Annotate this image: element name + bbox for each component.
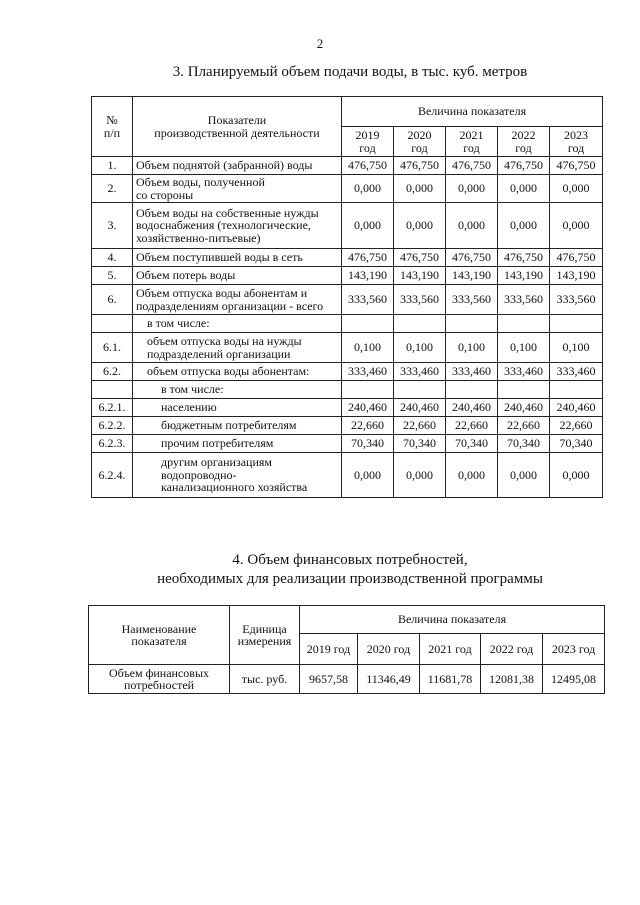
row-name: Объем поднятой (забранной) воды [133, 157, 342, 175]
cell-value: 333,460 [394, 363, 446, 381]
header-year: 2023 год [550, 127, 603, 157]
row-name: Объем финансовых потребностей [89, 665, 230, 694]
cell-value [342, 381, 394, 399]
cell-value: 70,340 [446, 435, 498, 453]
row-name: населению [133, 399, 342, 417]
cell-value: 12081,38 [481, 665, 543, 694]
row-number: 6.2.3. [92, 435, 133, 453]
row-name: Объем поступившей воды в сеть [133, 249, 342, 267]
table-row [92, 333, 603, 363]
cell-value: 476,750 [498, 157, 550, 175]
cell-value: 0,000 [394, 203, 446, 249]
row-number: 1. [92, 157, 133, 175]
table-row [92, 285, 603, 315]
cell-value: 476,750 [446, 249, 498, 267]
cell-value: 22,660 [446, 417, 498, 435]
row-number: 6.2. [92, 363, 133, 381]
row-name: прочим потребителям [133, 435, 342, 453]
row-number: 6.1. [92, 333, 133, 363]
row-name: объем отпуска воды на нужды подразделений организации [133, 333, 342, 363]
cell-value [446, 315, 498, 333]
cell-value: 476,750 [342, 249, 394, 267]
cell-value: 70,340 [394, 435, 446, 453]
cell-value: 143,190 [394, 267, 446, 285]
cell-value: 22,660 [342, 417, 394, 435]
cell-value: 0,100 [394, 333, 446, 363]
table-row [92, 315, 603, 333]
cell-value [498, 381, 550, 399]
cell-value: 0,100 [550, 333, 603, 363]
cell-value [550, 315, 603, 333]
row-number: 5. [92, 267, 133, 285]
cell-value: 476,750 [394, 157, 446, 175]
cell-value: 12495,08 [543, 665, 605, 694]
cell-value: 22,660 [498, 417, 550, 435]
header-year: 2020 год [394, 127, 446, 157]
cell-value: 0,000 [446, 203, 498, 249]
table-row [92, 249, 603, 267]
header-year: 2023 год [543, 634, 605, 665]
table-row [92, 417, 603, 435]
cell-value: 70,340 [550, 435, 603, 453]
row-unit: тыс. руб. [230, 665, 300, 694]
cell-value: 0,000 [394, 453, 446, 498]
header-indicator: Показатели производственной деятельности [133, 97, 342, 157]
cell-value: 240,460 [446, 399, 498, 417]
cell-value [394, 315, 446, 333]
cell-value: 0,000 [550, 203, 603, 249]
table-row [92, 175, 603, 203]
cell-value: 240,460 [498, 399, 550, 417]
cell-value [446, 381, 498, 399]
cell-value: 240,460 [550, 399, 603, 417]
row-name: Объем воды на собственные нужды водоснабжения (технологические, хозяйственно-питьевые) [133, 203, 342, 249]
header-year: 2019 год [300, 634, 358, 665]
row-number: 6.2.4. [92, 453, 133, 498]
row-name: Объем потерь воды [133, 267, 342, 285]
table-row [92, 267, 603, 285]
financial-needs-table [88, 605, 605, 694]
cell-value: 333,560 [550, 285, 603, 315]
cell-value: 333,560 [342, 285, 394, 315]
cell-value: 70,340 [498, 435, 550, 453]
cell-value: 0,000 [498, 175, 550, 203]
header-year: 2022 год [498, 127, 550, 157]
header-value: Величина показателя [300, 606, 605, 634]
cell-value: 0,000 [498, 453, 550, 498]
cell-value: 0,000 [498, 203, 550, 249]
cell-value: 0,000 [446, 175, 498, 203]
row-number: 4. [92, 249, 133, 267]
header-year: 2019 год [342, 127, 394, 157]
row-number: 2. [92, 175, 133, 203]
cell-value: 0,000 [342, 453, 394, 498]
cell-value: 240,460 [342, 399, 394, 417]
cell-value: 333,560 [446, 285, 498, 315]
header-year: 2021 год [420, 634, 481, 665]
cell-value: 143,190 [550, 267, 603, 285]
cell-value: 143,190 [498, 267, 550, 285]
cell-value: 0,000 [342, 175, 394, 203]
row-number: 6.2.2. [92, 417, 133, 435]
table-row [92, 363, 603, 381]
header-year: 2020 год [358, 634, 420, 665]
cell-value [498, 315, 550, 333]
cell-value: 0,000 [550, 175, 603, 203]
cell-value: 333,460 [446, 363, 498, 381]
cell-value: 0,000 [394, 175, 446, 203]
header-unit: Единица измерения [230, 606, 300, 665]
cell-value: 70,340 [342, 435, 394, 453]
table-row [92, 203, 603, 249]
cell-value: 0,100 [342, 333, 394, 363]
cell-value: 333,560 [394, 285, 446, 315]
cell-value [342, 315, 394, 333]
row-name: другим организациям водопроводно- канализационного хозяйства [133, 453, 342, 498]
table-row [92, 399, 603, 417]
cell-value: 476,750 [498, 249, 550, 267]
cell-value: 476,750 [394, 249, 446, 267]
cell-value: 22,660 [550, 417, 603, 435]
cell-value: 333,560 [498, 285, 550, 315]
row-number: 6. [92, 285, 133, 315]
cell-value: 143,190 [342, 267, 394, 285]
cell-value: 476,750 [550, 157, 603, 175]
row-number: 6.2.1. [92, 399, 133, 417]
row-name: в том числе: [133, 315, 342, 333]
cell-value: 476,750 [550, 249, 603, 267]
cell-value: 11681,78 [420, 665, 481, 694]
water-volume-table [91, 96, 603, 498]
cell-value: 22,660 [394, 417, 446, 435]
header-number: № п/п [92, 97, 133, 157]
cell-value: 9657,58 [300, 665, 358, 694]
cell-value [550, 381, 603, 399]
cell-value: 0,000 [550, 453, 603, 498]
row-name: бюджетным потребителям [133, 417, 342, 435]
section3-title: 3. Планируемый объем подачи воды, в тыс. куб. метров [172, 64, 528, 80]
cell-value: 0,000 [446, 453, 498, 498]
cell-value: 240,460 [394, 399, 446, 417]
row-number [92, 381, 133, 399]
table-row [89, 665, 605, 694]
cell-value [394, 381, 446, 399]
cell-value: 476,750 [342, 157, 394, 175]
header-indicator-name: Наименование показателя [89, 606, 230, 665]
row-name: Объем воды, полученной со стороны [133, 175, 342, 203]
table-row [92, 453, 603, 498]
section4-title: 4. Объем финансовых потребностей, необходимых для реализации производственной программы [157, 552, 543, 587]
table-row [92, 381, 603, 399]
header-year: 2021 год [446, 127, 498, 157]
cell-value: 0,000 [342, 203, 394, 249]
cell-value: 476,750 [446, 157, 498, 175]
cell-value: 143,190 [446, 267, 498, 285]
row-number [92, 315, 133, 333]
cell-value: 333,460 [342, 363, 394, 381]
cell-value: 333,460 [498, 363, 550, 381]
page-number: 2 [316, 36, 324, 51]
table-row [92, 157, 603, 175]
row-number: 3. [92, 203, 133, 249]
cell-value: 333,460 [550, 363, 603, 381]
cell-value: 0,100 [446, 333, 498, 363]
cell-value: 0,100 [498, 333, 550, 363]
header-year: 2022 год [481, 634, 543, 665]
table-row [92, 435, 603, 453]
row-name: Объем отпуска воды абонентам и подразделениям организации - всего [133, 285, 342, 315]
row-name: в том числе: [133, 381, 342, 399]
cell-value: 11346,49 [358, 665, 420, 694]
row-name: объем отпуска воды абонентам: [133, 363, 342, 381]
header-value: Величина показателя [342, 97, 603, 127]
